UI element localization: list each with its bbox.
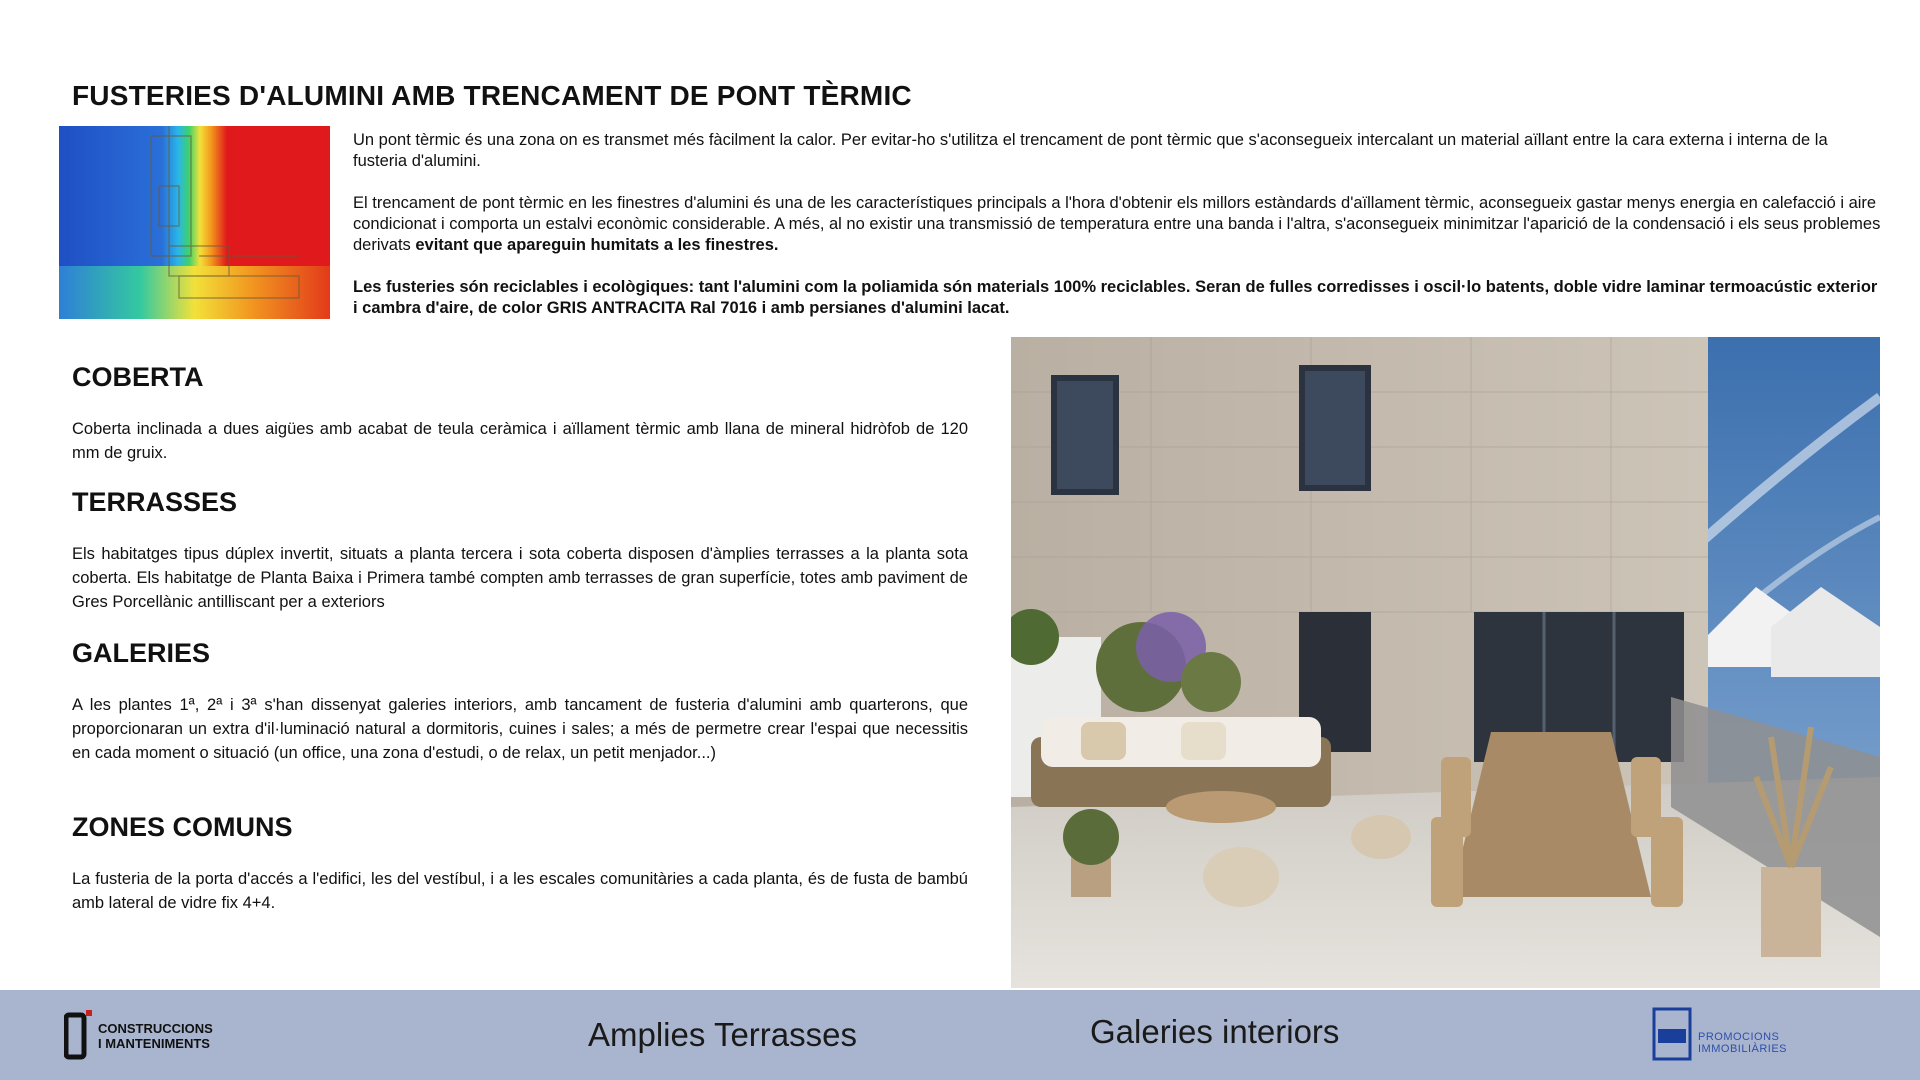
intro-paragraph-2-text: El trencament de pont tèrmic en les finestres d'alumini és una de les característiques principals a l'hora d'obtenir els millors estàndards d'aïllament tèrmic, aconsegueix gastar menys energia en calefacció i aire condicionat i comporta un estalvi econòmic considerable. A més, al no existir una transmissió de temperatura entre una banda i l'altra, s'aconsegueix minimitzar l'aparició de la condensació i els seus problemes derivats (353, 194, 1881, 254)
section-zones-comuns (72, 812, 968, 915)
construccions-logo-icon (64, 1008, 94, 1063)
section-galeries (72, 638, 968, 765)
intro-paragraph-3 (353, 277, 1881, 319)
page-title: FUSTERIES D'ALUMINI AMB TRENCAMENT DE PONT TÈRMIC (72, 80, 912, 111)
intro-paragraph-2 (353, 193, 1881, 256)
footer-label-terrasses: Amplies Terrasses (588, 1016, 857, 1053)
heading-coberta: COBERTA (72, 362, 204, 392)
text-zones-comuns: La fusteria de la porta d'accés a l'edifici, les del vestíbul, i a les escales comunitàries a cada planta, és de fusta de bambú amb lateral de vidre fix 4+4. (72, 870, 968, 912)
section-coberta (72, 362, 968, 465)
terrace-render-image (1011, 337, 1880, 988)
section-terrasses (72, 487, 968, 614)
thermal-bridge-image (59, 126, 330, 319)
heading-galeries: GALERIES (72, 638, 211, 668)
footer-bar (0, 990, 1920, 1080)
text-galeries: A les plantes 1ª, 2ª i 3ª s'han dissenyat galeries interiors, amb tancament de fusteria d'alumini amb quarterons, que proporcionaran un extra d'il·luminació natural a dormitoris, cuines i sales; a més de permetre crear l'espai que necessitis en cada moment o situació (un office, una zona d'estudi, o de relax, un petit menjador...) (72, 696, 968, 762)
heading-terrasses: TERRASSES (72, 487, 238, 517)
promotor-logo-text: PROMOCIONS IMMOBILIÀRIES (1698, 1031, 1788, 1055)
intro-paragraph-3-text: Les fusteries són reciclables i ecològiques: tant l'alumini com la poliamida són materials 100% reciclables. Seran de fulles corredisses i oscil·lo batents, doble vidre laminar termoacústic exterior i cambra d'aire, de color GRIS ANTRACITA Ral 7016 i amb persianes d'alumini lacat. (353, 278, 1878, 317)
construccions-logo (64, 1008, 244, 1063)
text-terrasses: Els habitatges tipus dúplex invertit, situats a planta tercera i sota coberta disposen d'àmplies terrasses a la planta sota coberta. Els habitatge de Planta Baixa i Primera també compten amb terrasses de gran superfície, totes amb paviment de Gres Porcellànic antilliscant per a exteriors (72, 545, 968, 611)
intro-paragraph-2-emphasis: evitant que apareguin humitats a les finestres. (415, 236, 779, 254)
footer-label-galeries: Galeries interiors (1090, 1013, 1340, 1050)
text-coberta: Coberta inclinada a dues aigües amb acabat de teula ceràmica i aïllament tèrmic amb llana de mineral hidròfob de 120 mm de gruix. (72, 420, 968, 462)
promotor-logo-icon (1650, 1005, 1694, 1063)
intro-paragraph-1: Un pont tèrmic és una zona on es transmet més fàcilment la calor. Per evitar-ho s'utilitza el trencament de pont tèrmic que s'aconsegueix intercalant un material aïllant entre la cara externa i interna de la fusteria d'alumini. (353, 131, 1828, 170)
logo-line-1: CONSTRUCCIONS (98, 1021, 213, 1036)
logo-line-2: I MANTENIMENTS (98, 1036, 210, 1051)
promotor-logo (1650, 1005, 1870, 1065)
heading-zones-comuns: ZONES COMUNS (72, 812, 293, 842)
intro-text (353, 130, 1881, 340)
